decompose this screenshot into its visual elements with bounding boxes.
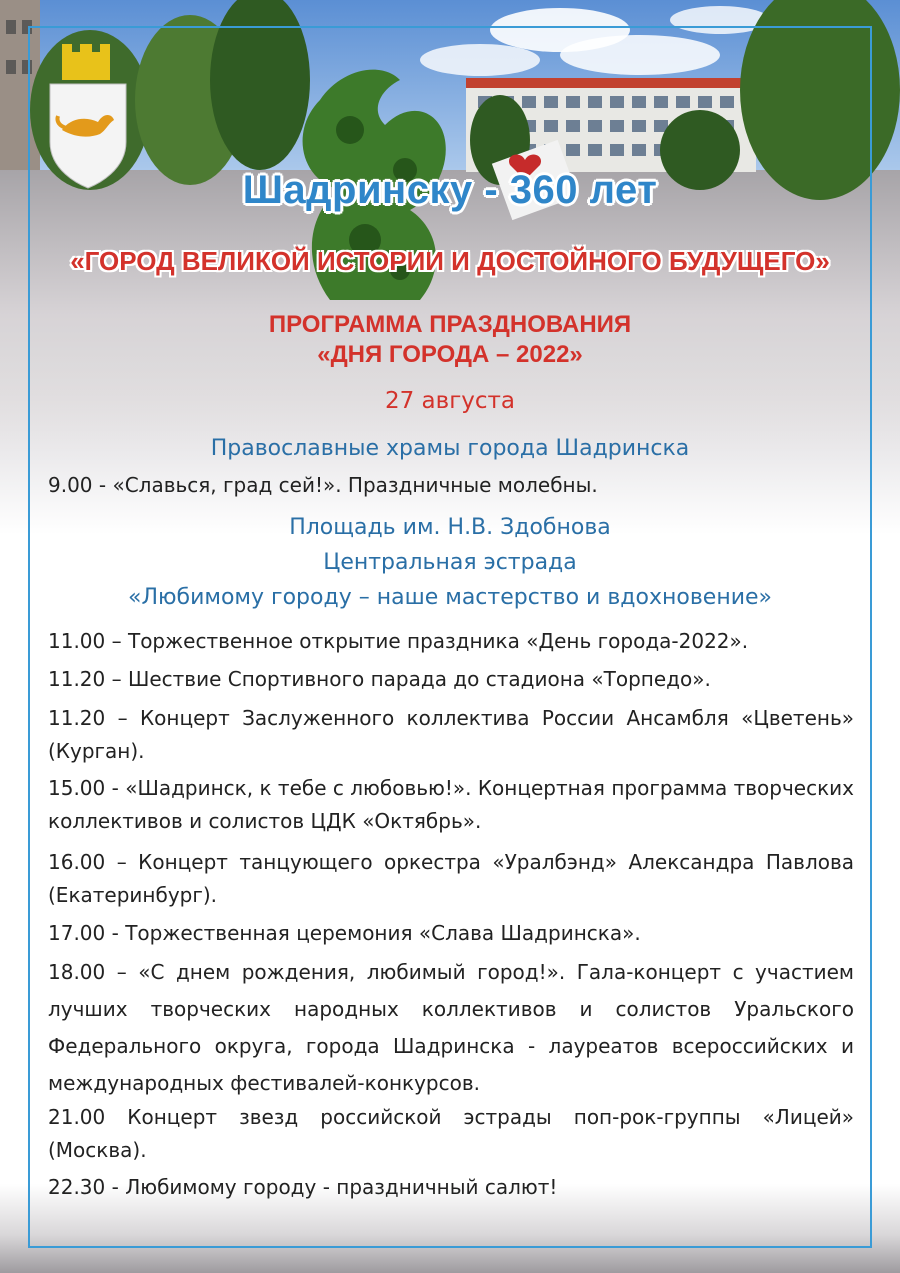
schedule-item: 9.00 - «Славься, град сей!». Праздничные молебны. bbox=[48, 473, 598, 497]
section-heading-motto: «Любимому городу – наше мастерство и вдохновение» bbox=[127, 585, 773, 610]
program-title-line2: «ДНЯ ГОРОДА – 2022» bbox=[317, 341, 583, 368]
program-title-line1: ПРОГРАММА ПРАЗДНОВАНИЯ bbox=[268, 311, 632, 338]
slogan: «ГОРОД ВЕЛИКОЙ ИСТОРИИ И ДОСТОЙНОГО БУДУЩЕГО» bbox=[70, 246, 830, 276]
schedule-item: 11.20 – Шествие Спортивного парада до стадиона «Торпедо». bbox=[48, 667, 711, 691]
section-heading-square: Площадь им. Н.В. Здобнова bbox=[289, 515, 611, 540]
schedule-item: 11.20 – Концерт Заслуженного коллектива России Ансамбля «Цветень» (Курган). bbox=[48, 706, 854, 763]
event-date: 27 августа bbox=[384, 388, 516, 414]
schedule-item: 22.30 - Любимому городу - праздничный салют! bbox=[48, 1175, 558, 1199]
schedule-item: 18.00 – «С днем рождения, любимый город!». Гала-концерт с участием лучших творческих народных коллективов и солистов Уральского Федерального округа, города Шадринска - лауреатов всероссийских и международных фестивалей-конкурсов. bbox=[48, 960, 854, 1095]
program-title bbox=[0, 310, 900, 370]
section-heading-churches: Православные храмы города Шадринска bbox=[210, 436, 690, 461]
section-heading-stage: Центральная эстрада bbox=[323, 550, 577, 575]
schedule-item: 11.00 – Торжественное открытие праздника «День города-2022». bbox=[48, 629, 749, 653]
schedule-item: 16.00 – Концерт танцующего оркестра «Уралбэнд» Александра Павлова (Екатеринбург). bbox=[48, 850, 854, 907]
schedule-item: 15.00 - «Шадринск, к тебе с любовью!». Концертная программа творческих коллективов и солистов ЦДК «Октябрь». bbox=[48, 776, 854, 833]
schedule-item: 17.00 - Торжественная церемония «Слава Шадринска». bbox=[48, 921, 641, 945]
schedule-item: 21.00 Концерт звезд российской эстрады поп-рок-группы «Лицей» (Москва). bbox=[48, 1105, 854, 1162]
anniversary-title: Шадринску - 360 лет bbox=[242, 168, 658, 212]
